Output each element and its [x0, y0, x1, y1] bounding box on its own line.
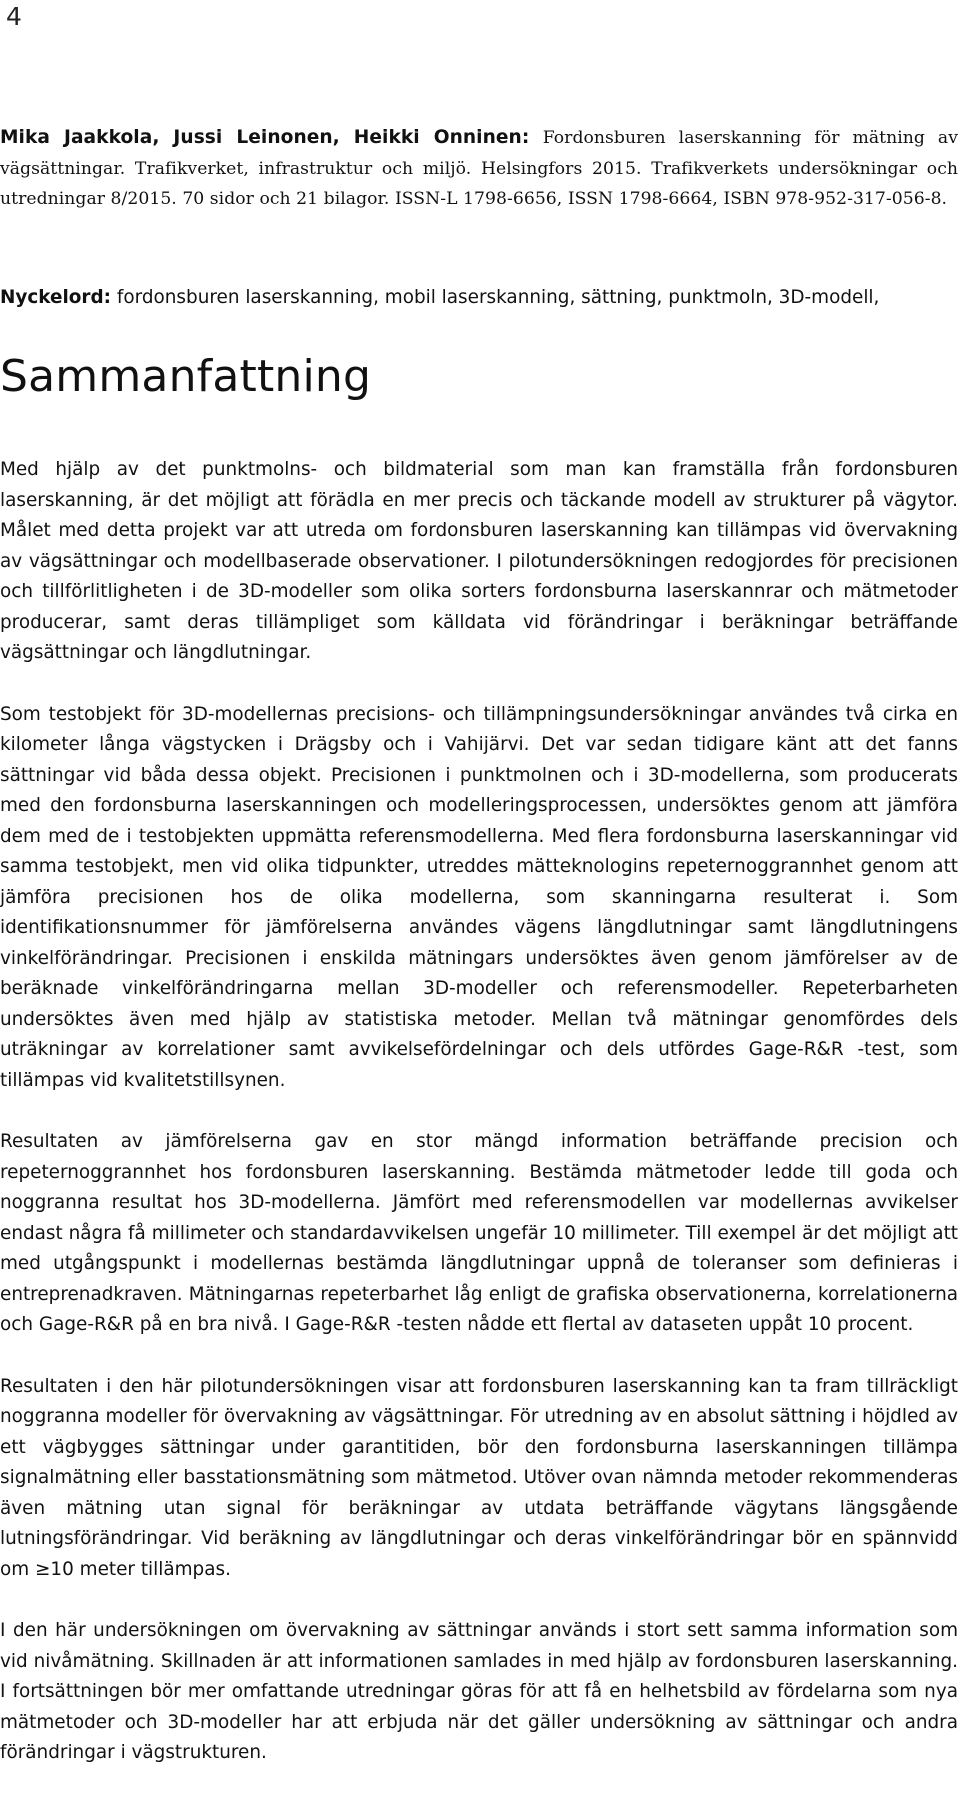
page-number: 4: [6, 2, 22, 31]
summary-paragraph: Som testobjekt för 3D-modellernas precisions- och tillämpningsundersökningar användes två cirka en kilometer långa vägstycken i Drägsby och i Vahijärvi. Det var sedan tidigare känt att det fanns sättningar vid båda dessa objekt. Precisionen i punktmolnen och i 3D-modellerna, som producerats med den fordonsburna laserskanningen och modelleringsprocessen, undersöktes genom att jämföra dem med de i testobjekten uppmätta referensmodellerna. Med flera fordonsburna laserskanningar vid samma testobjekt, men vid olika tidpunkter, utreddes mätteknologins repeternoggrannhet genom att jämföra precisionen hos de olika modellerna, som skanningarna resulterat i. Som identifikationsnummer för jämförelserna användes vägens längdlutningar samt längdlutningens vinkelförändringar. Precisionen i enskilda mätningars undersöktes även genom jämförelser av de beräknade vinkelförändringarna mellan 3D-modeller och referensmodeller. Repeterbarheten undersöktes även med hjälp av statistiska metoder. Mellan två mätningar genomfördes dels uträkningar av korrelationer samt avvikelsefördelningar och dels utfördes Gage-R&R -test, som tillämpas vid kvalitetstillsynen.: [0, 703, 958, 1091]
summary-paragraph: Resultaten i den här pilotundersökningen visar att fordonsburen laserskanning kan ta fram tillräckligt noggranna modeller för övervakning av vägsättningar. För utredning av en absolut sättning i höjdled av ett vägbygges sättningar under garantitiden, bör den fordonsburna laserskanningen tillämpa signalmätning eller basstationsmätning som mätmetod. Utöver ovan nämnda metoder rekommenderas även mätning utan signal för beräkningar av utdata beträffande vägytans längsgående lutningsförändringar. Vid beräkning av längdlutningar och deras vinkelförändringar bör en spännvidd om ≥10 meter tillämpas.: [0, 1375, 958, 1580]
citation-block: [0, 123, 958, 215]
keywords-line: [0, 283, 958, 313]
citation-details: Fordonsburen laserskanning för mätning av vägsättningar. Trafikverket, infrastruktur och miljö. Helsingfors 2015. Trafikverkets undersökningar och utredningar 8/2015. 70 sidor och 21 bilagor. ISSN-L 1798-6656, ISSN 1798-6664, ISBN 978-952-317-056-8.: [0, 128, 958, 209]
keywords-text: fordonsburen laserskanning, mobil laserskanning, sättning, punktmoln, 3D-modell,: [116, 287, 880, 308]
summary-paragraph: Resultaten av jämförelserna gav en stor mängd information beträffande precision och repeternoggrannhet hos fordonsburen laserskanning. Bestämda mätmetoder ledde till goda och noggranna resultat hos 3D-modellerna. Jämfört med referensmodellen var modellernas avvikelser endast några få millimeter och standardavvikelsen ungefär 10 millimeter. Till exempel är det möjligt att med utgångspunkt i modellernas bestämda längdlutningar uppnå de toleranser som definieras i entreprenadkraven. Mätningarnas repeterbarhet låg enligt de grafiska observationerna, korrelationerna och Gage-R&R på en bra nivå. I Gage-R&R -testen nådde ett flertal av dataseten uppåt 10 procent.: [0, 1131, 958, 1335]
summary-paragraph: I den här undersökningen om övervakning av sättningar används i stort sett samma information som vid nivåmätning. Skillnaden är att informationen samlades in med hjälp av fordonsburen laserskanning. I fortsättningen bör mer omfattande utredningar göras för att få en helhetsbild av fördelarna som nya mätmetoder och 3D-modeller har att erbjuda när det gäller undersökning av sättningar och andra förändringar i vägstrukturen.: [0, 1620, 958, 1763]
keywords-label: Nyckelord:: [0, 287, 112, 308]
summary-paragraph: Med hjälp av det punktmolns- och bildmaterial som man kan framställa från fordonsburen laserskanning, är det möjligt att förädla en mer precis och täckande modell av strukturer på vägytor. Målet med detta projekt var att utreda om fordonsburen laserskanning kan tillämpas vid övervakning av vägsättningar och modellbaserade observationer. I pilotundersökningen redogjordes för precisionen och tillförlitligheten i de 3D-modeller som olika sorters fordonsburna laserskannrar och mätmetoder producerar, samt deras tillämpliget som källdata vid förändringar i beräkningar beträffande vägsättningar och längdlutningar.: [0, 459, 958, 663]
citation-authors: Mika Jaakkola, Jussi Leinonen, Heikki Onninen:: [0, 127, 530, 148]
section-title: Sammanfattning: [0, 351, 372, 402]
summary-body: [0, 455, 958, 1800]
